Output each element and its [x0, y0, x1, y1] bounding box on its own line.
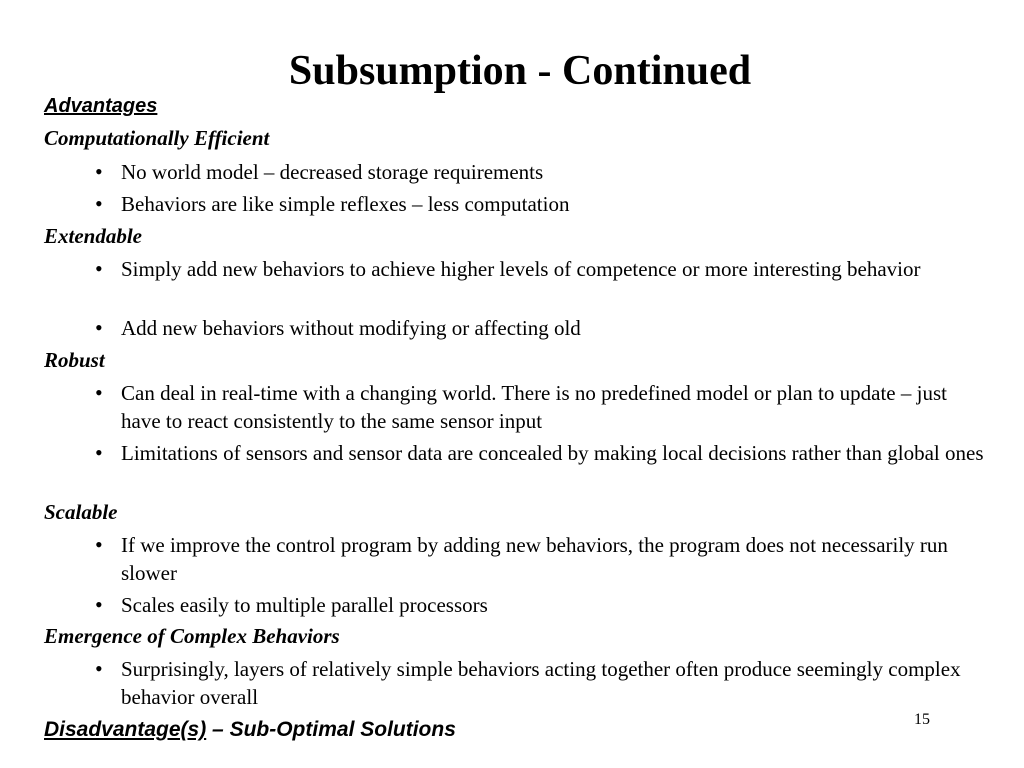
bullet-icon: • — [95, 315, 103, 340]
section-heading-extendable: Extendable — [44, 224, 142, 248]
bullet-text: Can deal in real-time with a changing world. There is no predefined model or plan to update – just have to react consistently to the same sensor input — [121, 381, 947, 433]
section-heading-robust: Robust — [44, 348, 105, 372]
bullet-icon: • — [95, 159, 103, 184]
bullet-text: Behaviors are like simple reflexes – less computation — [121, 192, 570, 216]
bullet-item — [95, 255, 985, 283]
bullet-text: Add new behaviors without modifying or affecting old — [121, 316, 581, 340]
slide-title: Subsumption - Continued — [288, 48, 752, 94]
page-number: 15 — [914, 711, 930, 728]
bullet-icon: • — [95, 256, 103, 281]
bullet-item — [95, 190, 985, 218]
bullet-item — [95, 314, 985, 342]
bullet-icon: • — [95, 380, 103, 405]
bullet-icon: • — [95, 656, 103, 681]
bullet-item — [95, 591, 985, 619]
bullet-text: Limitations of sensors and sensor data are concealed by making local decisions rather than global ones — [121, 441, 984, 465]
bullet-item — [95, 379, 985, 435]
bullet-item — [95, 439, 985, 467]
bullet-text: If we improve the control program by adding new behaviors, the program does not necessarily run slower — [121, 533, 948, 585]
bullet-icon: • — [95, 592, 103, 617]
bullet-item — [95, 531, 985, 587]
advantages-heading: Advantages — [44, 95, 158, 117]
bullet-text: Surprisingly, layers of relatively simple behaviors acting together often produce seemingly complex behavior overall — [121, 657, 961, 709]
section-heading-emergence-of-complex-behaviors: Emergence of Complex Behaviors — [44, 624, 340, 648]
section-heading-scalable: Scalable — [44, 500, 118, 524]
bullet-icon: • — [95, 191, 103, 216]
section-heading-computationally-efficient: Computationally Efficient — [44, 126, 270, 150]
bullet-text: Scales easily to multiple parallel processors — [121, 593, 488, 617]
bullet-icon: • — [95, 532, 103, 557]
bullet-text: No world model – decreased storage requirements — [121, 160, 544, 184]
bullet-item — [95, 158, 985, 186]
disadvantages-detail: – Sub-Optimal Solutions — [206, 718, 456, 741]
bullet-icon: • — [95, 440, 103, 465]
disadvantages-label: Disadvantage(s) — [44, 718, 207, 741]
bullet-text: Simply add new behaviors to achieve higher levels of competence or more interesting behavior — [121, 257, 921, 281]
bullet-item — [95, 655, 985, 711]
disadvantages-heading — [44, 716, 456, 743]
